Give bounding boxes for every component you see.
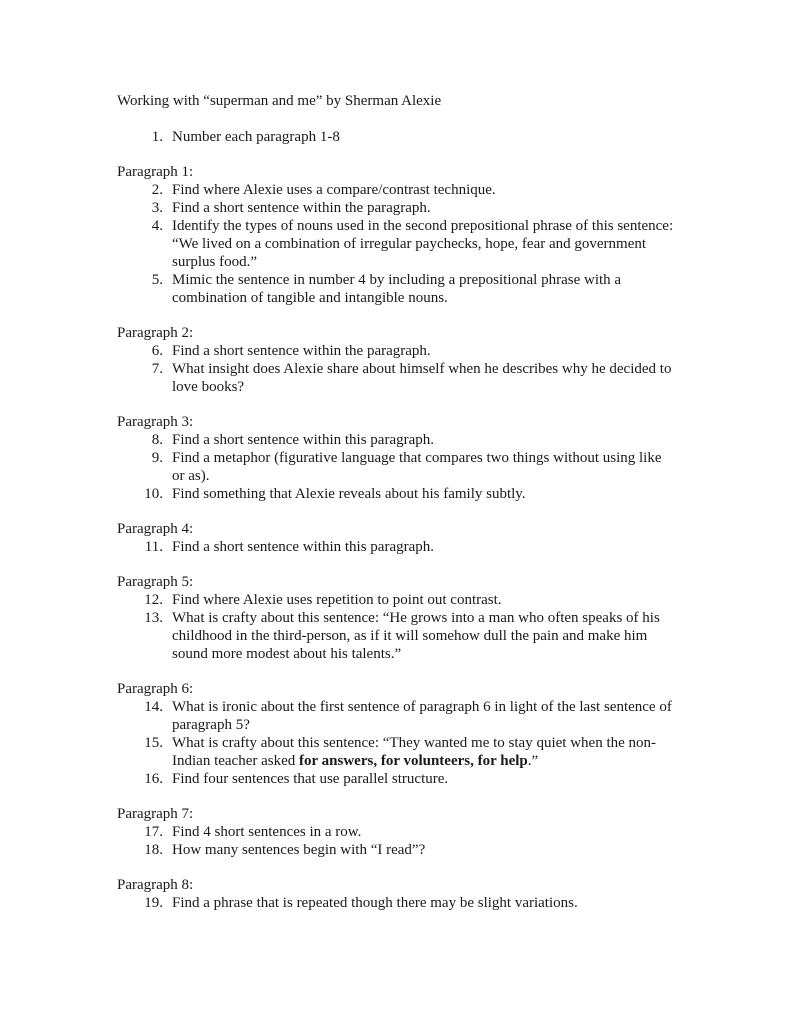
list-item	[117, 485, 677, 503]
item-text: Find where Alexie uses a compare/contrast technique.	[172, 182, 496, 198]
item-number: 7.	[151, 361, 163, 377]
section-paragraph-6	[117, 680, 677, 788]
item-text-after: .”	[527, 753, 539, 769]
item-number: 12.	[144, 592, 163, 608]
item-number: 11.	[144, 539, 163, 555]
item-number: 13.	[144, 610, 163, 626]
item-number: 14.	[144, 699, 163, 715]
item-number: 16.	[144, 771, 163, 787]
list-item	[117, 538, 677, 556]
item-number: 4.	[151, 218, 163, 234]
list-item	[117, 199, 677, 217]
item-text: Find where Alexie uses repetition to point out contrast.	[172, 592, 502, 608]
list-item	[117, 360, 677, 396]
list-item	[117, 181, 677, 199]
list-item	[117, 591, 677, 609]
section-paragraph-5	[117, 573, 677, 663]
item-number: 17.	[144, 824, 163, 840]
section-paragraph-4	[117, 520, 677, 556]
item-number: 18.	[144, 842, 163, 858]
section-heading: Paragraph 4:	[117, 521, 194, 537]
section-heading: Paragraph 1:	[117, 164, 194, 180]
section-heading: Paragraph 7:	[117, 806, 194, 822]
item-text: Find something that Alexie reveals about his family subtly.	[172, 486, 526, 502]
list-item	[117, 734, 677, 770]
item-number: 15.	[144, 735, 163, 751]
list-item	[117, 770, 677, 788]
item-text: Mimic the sentence in number 4 by including a prepositional phrase with a combination of tangible and intangible nouns.	[172, 272, 622, 306]
document-title: Working with “superman and me” by Sherman Alexie	[117, 93, 442, 109]
item-text-before: What is crafty about this sentence: “They wanted me to stay quiet when the non-Indian teacher asked	[172, 735, 657, 769]
item-number: 8.	[151, 432, 163, 448]
list-item	[117, 698, 677, 734]
item-number: 9.	[151, 450, 163, 466]
item-text: Find a short sentence within the paragraph.	[172, 343, 431, 359]
item-text: Find a short sentence within this paragraph.	[172, 539, 435, 555]
item-number: 1.	[151, 129, 163, 145]
item-text: How many sentences begin with “I read”?	[172, 842, 426, 858]
list-item	[117, 431, 677, 449]
item-text: Find a short sentence within this paragraph.	[172, 432, 435, 448]
item-number: 10.	[144, 486, 163, 502]
section-heading: Paragraph 3:	[117, 414, 194, 430]
item-text: Number each paragraph 1-8	[172, 129, 340, 145]
item-text: Identify the types of nouns used in the second prepositional phrase of this sentence: “We lived on a combination of irregular paychecks, hope, fear and government surplus food.”	[172, 218, 674, 270]
section-paragraph-3	[117, 413, 677, 503]
item-text: Find four sentences that use parallel structure.	[172, 771, 449, 787]
section-paragraph-7	[117, 805, 677, 859]
item-text	[163, 734, 677, 770]
item-text: What insight does Alexie share about himself when he describes why he decided to love books?	[172, 361, 672, 395]
item-text: What is crafty about this sentence: “He grows into a man who often speaks of his childhood in the third-person, as if it will somehow dull the pain and make him sound more modest about his talents.”	[172, 610, 660, 662]
item-text: What is ironic about the first sentence of paragraph 6 in light of the last sentence of paragraph 5?	[172, 699, 672, 733]
list-item	[117, 449, 677, 485]
list-item	[117, 342, 677, 360]
list-item	[117, 271, 677, 307]
item-number: 2.	[151, 182, 163, 198]
section-heading: Paragraph 2:	[117, 325, 194, 341]
item-text: Find 4 short sentences in a row.	[172, 824, 362, 840]
item-text: Find a short sentence within the paragraph.	[172, 200, 431, 216]
list-item	[117, 894, 677, 912]
list-item	[117, 128, 677, 146]
item-number: 19.	[144, 895, 163, 911]
section-heading: Paragraph 5:	[117, 574, 194, 590]
item-text: Find a metaphor (figurative language that compares two things without using like or as).	[172, 450, 662, 484]
item-number: 3.	[151, 200, 163, 216]
list-item	[117, 609, 677, 663]
section-heading: Paragraph 8:	[117, 877, 194, 893]
list-item	[117, 823, 677, 841]
item-text: Find a phrase that is repeated though there may be slight variations.	[172, 895, 578, 911]
section-heading: Paragraph 6:	[117, 681, 194, 697]
item-number: 5.	[151, 272, 163, 288]
list-item	[117, 217, 677, 271]
section-paragraph-2	[117, 324, 677, 396]
item-text-bold: for answers, for volunteers, for help	[299, 753, 528, 769]
section-paragraph-1	[117, 163, 677, 307]
worksheet-page	[117, 92, 677, 929]
item-number: 6.	[151, 343, 163, 359]
list-item	[117, 841, 677, 859]
section-paragraph-8	[117, 876, 677, 912]
